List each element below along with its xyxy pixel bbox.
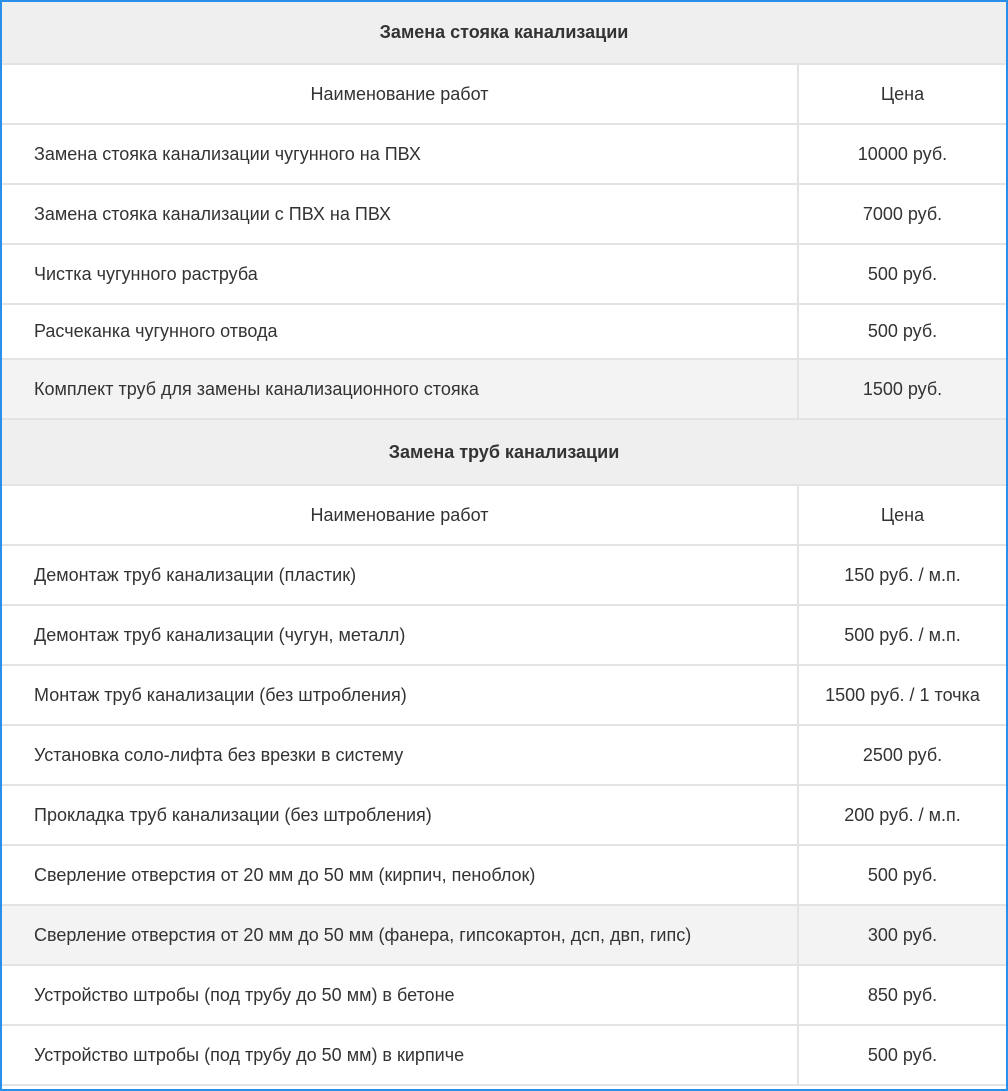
work-price: 500 руб.: [799, 1026, 1006, 1086]
work-name: Замена стояка канализации чугунного на ПВХ: [2, 125, 799, 185]
table-row: [2, 846, 1006, 906]
work-price: 150 руб. / м.п.: [799, 546, 1006, 606]
table-row: [2, 906, 1006, 966]
work-price: 300 руб.: [799, 906, 1006, 966]
table-row: [2, 125, 1006, 185]
work-name: Замена стояка канализации с ПВХ на ПВХ: [2, 185, 799, 245]
table-row: [2, 546, 1006, 606]
work-name: Чистка чугунного раструба: [2, 245, 799, 305]
section-title: Замена стояка канализации: [2, 2, 1006, 65]
work-name: Монтаж труб канализации (без штробления): [2, 666, 799, 726]
table-row: [2, 185, 1006, 245]
table-row: [2, 305, 1006, 360]
table-row: [2, 786, 1006, 846]
work-price: 1500 руб.: [799, 360, 1006, 420]
work-price: 1500 руб. / 1 точка: [799, 666, 1006, 726]
work-name: Комплект труб для замены канализационного стояка: [2, 360, 799, 420]
column-header-row: [2, 486, 1006, 546]
section-title-row: [2, 420, 1006, 486]
work-name: Сверление отверстия от 20 мм до 50 мм (кирпич, пеноблок): [2, 846, 799, 906]
work-price: 500 руб.: [799, 846, 1006, 906]
section-title: Замена труб канализации: [2, 420, 1006, 486]
price-table: [2, 2, 1006, 1086]
work-name: Расчеканка чугунного отвода: [2, 305, 799, 360]
work-name: Установка соло-лифта без врезки в систему: [2, 726, 799, 786]
work-price: 7000 руб.: [799, 185, 1006, 245]
table-row: [2, 606, 1006, 666]
work-name: Прокладка труб канализации (без штробления): [2, 786, 799, 846]
table-row: [2, 666, 1006, 726]
work-name: Демонтаж труб канализации (чугун, металл): [2, 606, 799, 666]
table-row: [2, 245, 1006, 305]
work-price: 2500 руб.: [799, 726, 1006, 786]
column-header-name: Наименование работ: [2, 65, 799, 125]
work-name: Устройство штробы (под трубу до 50 мм) в кирпиче: [2, 1026, 799, 1086]
work-price: 850 руб.: [799, 966, 1006, 1026]
column-header-price: Цена: [799, 486, 1006, 546]
work-price: 500 руб. / м.п.: [799, 606, 1006, 666]
column-header-name: Наименование работ: [2, 486, 799, 546]
work-price: 10000 руб.: [799, 125, 1006, 185]
work-price: 500 руб.: [799, 305, 1006, 360]
table-row: [2, 360, 1006, 420]
section-title-row: [2, 2, 1006, 65]
table-row: [2, 1026, 1006, 1086]
work-price: 500 руб.: [799, 245, 1006, 305]
table-row: [2, 966, 1006, 1026]
work-name: Сверление отверстия от 20 мм до 50 мм (фанера, гипсокартон, дсп, двп, гипс): [2, 906, 799, 966]
work-name: Устройство штробы (под трубу до 50 мм) в бетоне: [2, 966, 799, 1026]
table-row: [2, 726, 1006, 786]
work-name: Демонтаж труб канализации (пластик): [2, 546, 799, 606]
column-header-price: Цена: [799, 65, 1006, 125]
column-header-row: [2, 65, 1006, 125]
work-price: 200 руб. / м.п.: [799, 786, 1006, 846]
